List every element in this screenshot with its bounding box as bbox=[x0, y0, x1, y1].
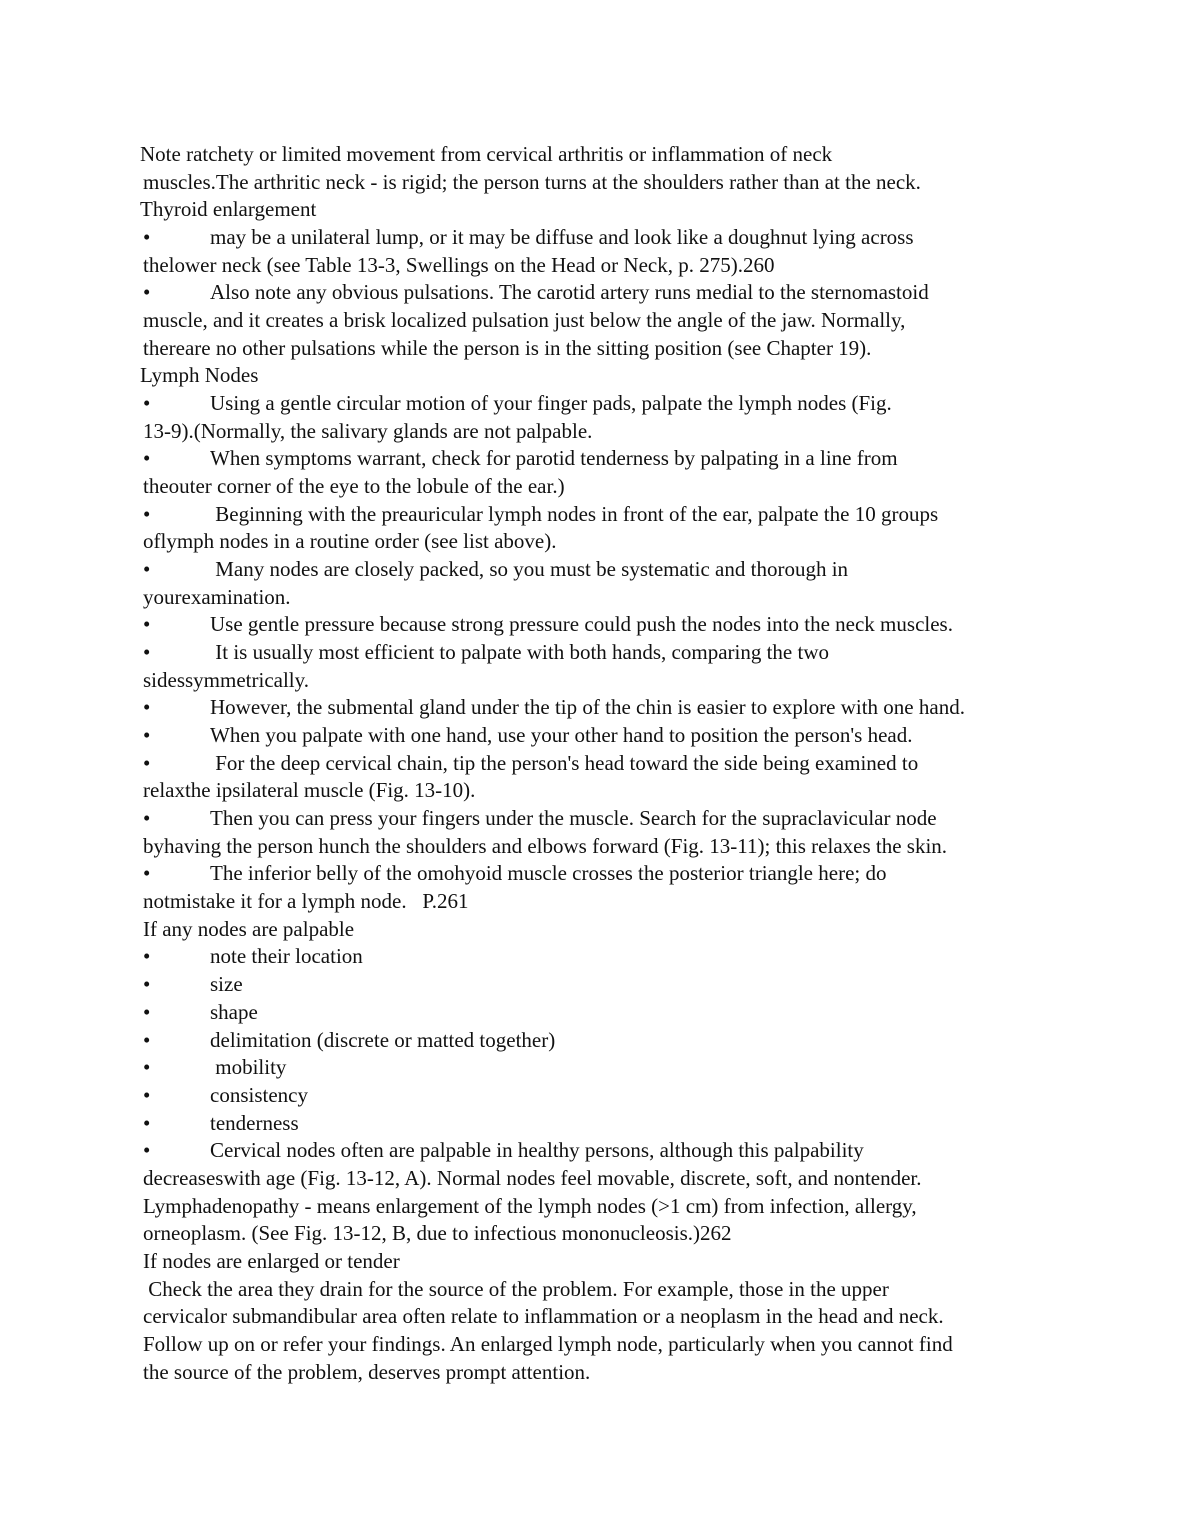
bullet-line bbox=[0, 279, 1190, 307]
line-text: If any nodes are palpable bbox=[143, 916, 355, 941]
bullet-icon: • bbox=[143, 612, 151, 637]
line-text: When symptoms warrant, check for parotid tenderness by palpating in a line from bbox=[210, 446, 898, 471]
bullet-line bbox=[0, 501, 1190, 529]
line-text: mobility bbox=[210, 1055, 287, 1080]
bullet-icon: • bbox=[143, 1027, 151, 1052]
bullet-line bbox=[0, 639, 1190, 667]
text-line bbox=[0, 1276, 1190, 1304]
line-text: orneoplasm. (See Fig. 13-12, B, due to infectious mononucleosis.)262 bbox=[143, 1221, 732, 1246]
text-line bbox=[0, 777, 1190, 805]
bullet-line bbox=[0, 750, 1190, 778]
bullet-line bbox=[0, 805, 1190, 833]
text-line bbox=[0, 528, 1190, 556]
text-line bbox=[0, 833, 1190, 861]
line-text: byhaving the person hunch the shoulders and elbows forward (Fig. 13-11); this relaxes the skin. bbox=[143, 833, 948, 858]
bullet-line bbox=[0, 1082, 1190, 1110]
bullet-icon: • bbox=[143, 723, 151, 748]
bullet-line bbox=[0, 1110, 1190, 1138]
document-body bbox=[0, 141, 1190, 1386]
bullet-line bbox=[0, 224, 1190, 252]
text-line bbox=[0, 916, 1190, 944]
text-line bbox=[0, 1193, 1190, 1221]
line-text: thereare no other pulsations while the person is in the sitting position (see Chapter 19). bbox=[143, 335, 872, 360]
line-text: shape bbox=[210, 999, 258, 1024]
line-text: sidessymmetrically. bbox=[143, 667, 310, 692]
line-text: Use gentle pressure because strong pressure could push the nodes into the neck muscles. bbox=[210, 612, 953, 637]
line-text: Beginning with the preauricular lymph nodes in front of the ear, palpate the 10 groups bbox=[210, 501, 939, 526]
line-text: Thyroid enlargement bbox=[140, 197, 317, 222]
line-text: theouter corner of the eye to the lobule of the ear.) bbox=[143, 474, 565, 499]
text-line bbox=[0, 473, 1190, 501]
bullet-icon: • bbox=[143, 944, 151, 969]
bullet-icon: • bbox=[143, 750, 151, 775]
text-line bbox=[0, 196, 1190, 224]
text-line bbox=[0, 418, 1190, 446]
line-text: For the deep cervical chain, tip the person's head toward the side being examined to bbox=[210, 750, 919, 775]
line-text: relaxthe ipsilateral muscle (Fig. 13-10). bbox=[143, 778, 476, 803]
text-line bbox=[0, 667, 1190, 695]
text-line bbox=[0, 584, 1190, 612]
bullet-line bbox=[0, 694, 1190, 722]
bullet-line bbox=[0, 390, 1190, 418]
bullet-icon: • bbox=[143, 1082, 151, 1107]
line-text: muscles.The arthritic neck - is rigid; the person turns at the shoulders rather than at the neck. bbox=[143, 169, 921, 194]
bullet-icon: • bbox=[143, 280, 151, 305]
line-text: note their location bbox=[210, 944, 363, 969]
bullet-icon: • bbox=[143, 999, 151, 1024]
line-text: oflymph nodes in a routine order (see list above). bbox=[143, 529, 557, 554]
line-text: 13-9).(Normally, the salivary glands are not palpable. bbox=[143, 418, 593, 443]
line-text: the source of the problem, deserves prompt attention. bbox=[143, 1359, 591, 1384]
bullet-icon: • bbox=[143, 1138, 151, 1163]
line-text: tenderness bbox=[210, 1110, 299, 1135]
bullet-icon: • bbox=[143, 446, 151, 471]
bullet-line bbox=[0, 971, 1190, 999]
bullet-line bbox=[0, 722, 1190, 750]
bullet-icon: • bbox=[143, 640, 151, 665]
text-line bbox=[0, 252, 1190, 280]
text-line bbox=[0, 362, 1190, 390]
text-line bbox=[0, 1165, 1190, 1193]
text-line bbox=[0, 1248, 1190, 1276]
bullet-line bbox=[0, 611, 1190, 639]
bullet-icon: • bbox=[143, 806, 151, 831]
line-text: Check the area they drain for the source of the problem. For example, those in the upper bbox=[143, 1276, 889, 1301]
line-text: Lymph Nodes bbox=[140, 363, 259, 388]
line-text: Lymphadenopathy - means enlargement of the lymph nodes (>1 cm) from infection, allergy, bbox=[143, 1193, 917, 1218]
bullet-line bbox=[0, 1137, 1190, 1165]
text-line bbox=[0, 169, 1190, 197]
text-line bbox=[0, 1220, 1190, 1248]
text-line bbox=[0, 307, 1190, 335]
line-text: Follow up on or refer your findings. An enlarged lymph node, particularly when you cannot find bbox=[143, 1331, 953, 1356]
text-line bbox=[0, 888, 1190, 916]
bullet-icon: • bbox=[143, 861, 151, 886]
bullet-icon: • bbox=[143, 972, 151, 997]
bullet-line bbox=[0, 1054, 1190, 1082]
line-text: yourexamination. bbox=[143, 584, 291, 609]
bullet-icon: • bbox=[143, 501, 151, 526]
bullet-icon: • bbox=[143, 695, 151, 720]
bullet-line bbox=[0, 943, 1190, 971]
bullet-line bbox=[0, 445, 1190, 473]
line-text: delimitation (discrete or matted together) bbox=[210, 1027, 556, 1052]
line-text: It is usually most efficient to palpate with both hands, comparing the two bbox=[210, 640, 829, 665]
line-text: muscle, and it creates a brisk localized pulsation just below the angle of the jaw. Normally, bbox=[143, 308, 906, 333]
bullet-icon: • bbox=[143, 557, 151, 582]
line-text: When you palpate with one hand, use your other hand to position the person's head. bbox=[210, 723, 913, 748]
line-text: may be a unilateral lump, or it may be diffuse and look like a doughnut lying across bbox=[210, 225, 914, 250]
line-text: thelower neck (see Table 13-3, Swellings on the Head or Neck, p. 275).260 bbox=[143, 252, 775, 277]
text-line bbox=[0, 335, 1190, 363]
bullet-icon: • bbox=[143, 1055, 151, 1080]
text-line bbox=[0, 1303, 1190, 1331]
line-text: size bbox=[210, 972, 243, 997]
line-text: consistency bbox=[210, 1082, 308, 1107]
bullet-line bbox=[0, 860, 1190, 888]
line-text: cervicalor submandibular area often relate to inflammation or a neoplasm in the head and neck. bbox=[143, 1304, 944, 1329]
text-line bbox=[0, 1331, 1190, 1359]
bullet-line bbox=[0, 556, 1190, 584]
line-text: decreaseswith age (Fig. 13-12, A). Normal nodes feel movable, discrete, soft, and nontender. bbox=[143, 1165, 922, 1190]
line-text: notmistake it for a lymph node. P.261 bbox=[143, 889, 469, 914]
line-text: Many nodes are closely packed, so you must be systematic and thorough in bbox=[210, 557, 849, 582]
bullet-icon: • bbox=[143, 391, 151, 416]
bullet-icon: • bbox=[143, 1110, 151, 1135]
line-text: However, the submental gland under the tip of the chin is easier to explore with one hand. bbox=[210, 695, 965, 720]
line-text: Then you can press your fingers under the muscle. Search for the supraclavicular node bbox=[210, 806, 937, 831]
text-line bbox=[0, 1359, 1190, 1387]
line-text: If nodes are enlarged or tender bbox=[143, 1248, 400, 1273]
line-text: The inferior belly of the omohyoid muscle crosses the posterior triangle here; do bbox=[210, 861, 887, 886]
text-line bbox=[0, 141, 1190, 169]
line-text: Also note any obvious pulsations. The carotid artery runs medial to the sternomastoid bbox=[210, 280, 929, 305]
bullet-line bbox=[0, 999, 1190, 1027]
line-text: Using a gentle circular motion of your finger pads, palpate the lymph nodes (Fig. bbox=[210, 391, 892, 416]
bullet-icon: • bbox=[143, 225, 151, 250]
line-text: Cervical nodes often are palpable in healthy persons, although this palpability bbox=[210, 1138, 864, 1163]
line-text: Note ratchety or limited movement from cervical arthritis or inflammation of neck bbox=[140, 142, 833, 166]
bullet-line bbox=[0, 1027, 1190, 1055]
